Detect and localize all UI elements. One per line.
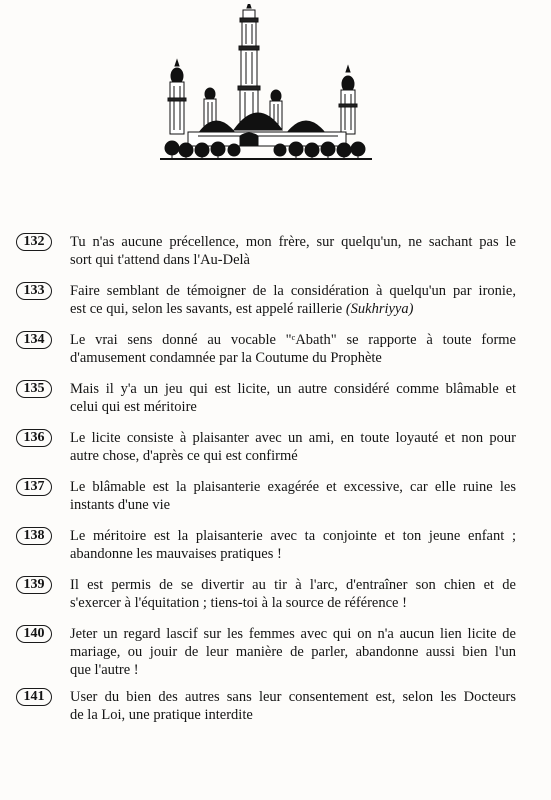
mosque-icon <box>158 4 374 166</box>
verse-line: Il est permis de se divertir au tir à l'arc, d'entraîner son chien et de <box>70 577 516 593</box>
verse-number: 140 <box>16 625 52 643</box>
verse-text <box>70 282 516 318</box>
verse-number: 135 <box>16 380 52 398</box>
verse-line: mariage, ou jouir de leur manière de parler, abandonne aussi bien l'un <box>70 644 516 660</box>
verse-line: est ce qui, selon les savants, est appelé raillerie <box>70 301 343 317</box>
verse-line: d'amusement condamnée par la Coutume du Prophète <box>70 350 382 366</box>
verse-number: 132 <box>16 233 52 251</box>
verse-136 <box>0 429 551 478</box>
verse-number: 139 <box>16 576 52 594</box>
verse-line: Jeter un regard lascif sur les femmes avec qui on n'a aucun lien licite de <box>70 626 516 642</box>
verse-line-wrap <box>70 300 516 318</box>
verse-number: 141 <box>16 688 52 706</box>
verse-line: celui qui est méritoire <box>70 399 197 415</box>
verse-text <box>70 429 516 465</box>
verse-text <box>70 625 516 679</box>
verse-line: instants d'une vie <box>70 497 171 513</box>
verse-number: 133 <box>16 282 52 300</box>
verse-text <box>70 331 516 367</box>
verse-text <box>70 688 516 724</box>
verse-text <box>70 527 516 563</box>
verse-number: 134 <box>16 331 52 349</box>
verse-line: Mais il y'a un jeu qui est licite, un autre considéré comme blâmable et <box>70 381 516 397</box>
verse-line: que l'autre ! <box>70 662 139 678</box>
verse-line: sort qui t'attend dans l'Au-Delà <box>70 252 250 268</box>
verse-line: Tu n'as aucune précellence, mon frère, sur quelqu'un, ne sachant pas le <box>70 234 516 250</box>
verse-135 <box>0 380 551 429</box>
verse-line: User du bien des autres sans leur consentement est, selon les Docteurs <box>70 689 516 705</box>
verse-line: abandonne les mauvaises pratiques ! <box>70 546 282 562</box>
verse-138 <box>0 527 551 576</box>
verse-text <box>70 478 516 514</box>
verse-141 <box>0 688 551 737</box>
verse-line: Le vrai sens donné au vocable "ᶜAbath" se rapporte à toute forme <box>70 332 516 348</box>
verse-line: s'exercer à l'équitation ; tiens-toi à la source de référence ! <box>70 595 407 611</box>
verse-line: Le méritoire est la plaisanterie avec ta conjointe et ton jeune enfant ; <box>70 528 516 544</box>
verse-text <box>70 576 516 612</box>
verse-132 <box>0 233 551 282</box>
verse-line: de la Loi, une pratique interdite <box>70 707 253 723</box>
verse-list <box>0 233 551 737</box>
verse-text <box>70 233 516 269</box>
verse-text <box>70 380 516 416</box>
verse-line: Le licite consiste à plaisanter avec un ami, en toute loyauté et non pour <box>70 430 516 446</box>
verse-137 <box>0 478 551 527</box>
verse-133 <box>0 282 551 331</box>
verse-line: autre chose, d'après ce qui est confirmé <box>70 448 298 464</box>
verse-line: Le blâmable est la plaisanterie exagérée et excessive, car elle ruine les <box>70 479 516 495</box>
verse-number: 137 <box>16 478 52 496</box>
verse-number: 138 <box>16 527 52 545</box>
verse-139 <box>0 576 551 625</box>
verse-134 <box>0 331 551 380</box>
verse-number: 136 <box>16 429 52 447</box>
verse-140 <box>0 625 551 688</box>
verse-term-italic: (Sukhriyya) <box>345 301 414 317</box>
verse-line: Faire semblant de témoigner de la considération à quelqu'un par ironie, <box>70 283 516 299</box>
